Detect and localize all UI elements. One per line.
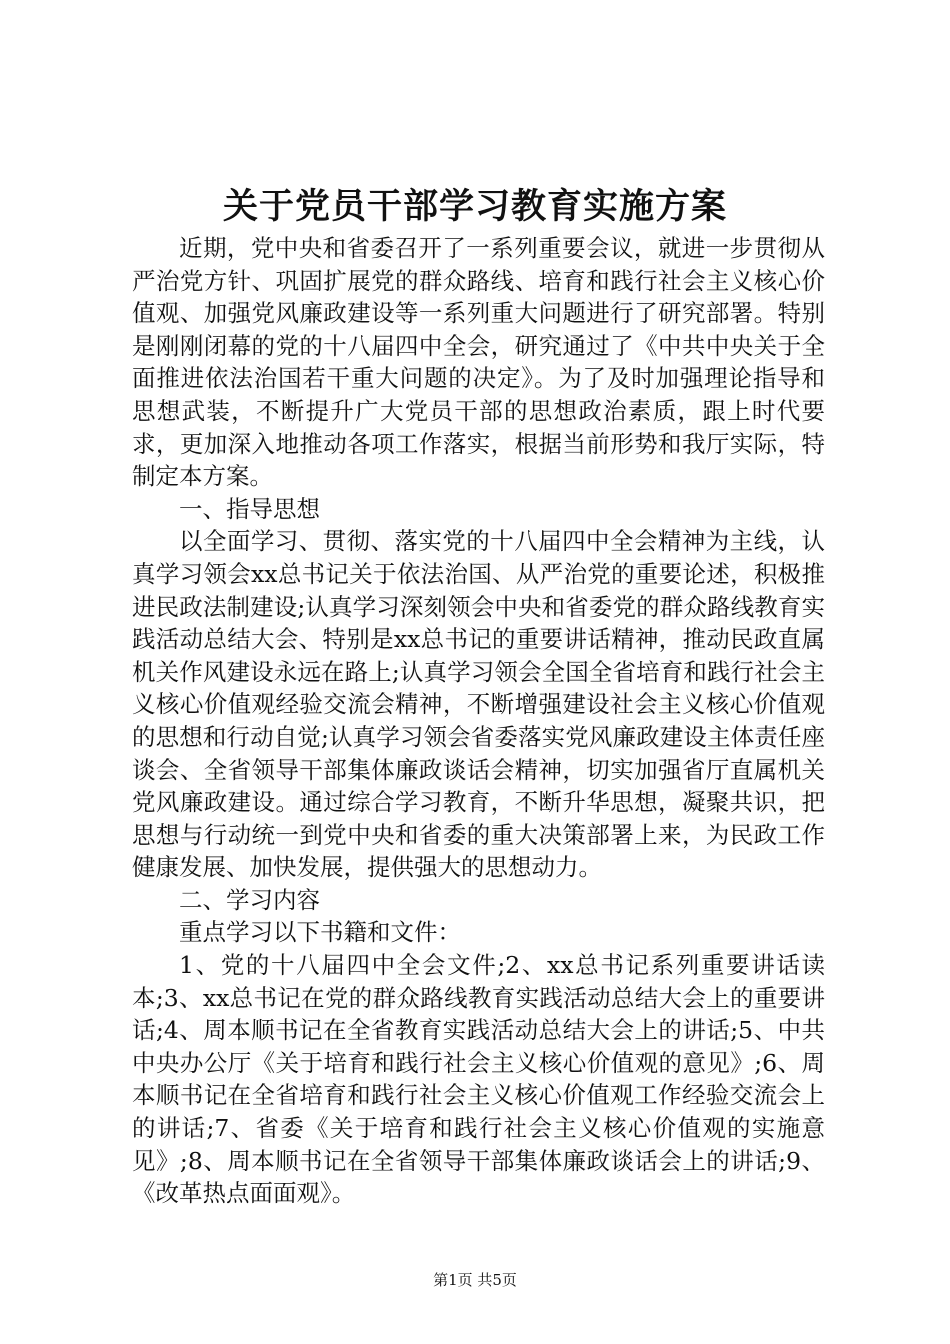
paragraph-study-lead: 重点学习以下书籍和文件： <box>179 918 461 947</box>
section-heading-study-content: 二、学习内容 <box>179 885 320 914</box>
page-number-footer: 第1页 共5页 <box>433 1271 517 1289</box>
paragraph-study-list: 1、党的十八届四中全会文件;2、xx总书记系列重要讲话读本;3、xx总书记在党的群众路线教育实践活动总结大会上的重要讲话;4、周本顺书记在全省教育实践活动总结大会上的讲话;5、中共中央办公厅《关于培育和践行社会主义核心价值观的意见》;6、周本顺书记在全省培育和践行社会主义核心价值观工作经验交流会上的讲话;7、省委《关于培育和践行社会主义核心价值观的实施意见》;8、周本顺书记在全省领导干部集体廉政谈话会上的讲话;9、《改革热点面面观》。 <box>132 951 825 1208</box>
document-title: 关于党员干部学习教育实施方案 <box>222 186 727 227</box>
document-body <box>132 232 825 1210</box>
paragraph-intro: 近期，党中央和省委召开了一系列重要会议，就进一步贯彻从严治党方针、巩固扩展党的群众路线、培育和践行社会主义核心价值观、加强党风廉政建设等一系列重大问题进行了研究部署。特别是刚刚闭幕的党的十八届四中全会，研究通过了《中共中央关于全面推进依法治国若干重大问题的决定》。为了及时加强理论指导和思想武装，不断提升广大党员干部的思想政治素质，跟上时代要求，更加深入地推动各项工作落实，根据当前形势和我厅实际，特制定本方案。 <box>132 234 825 491</box>
paragraph-guiding-thought: 以全面学习、贯彻、落实党的十八届四中全会精神为主线，认真学习领会xx总书记关于依法治国、从严治党的重要论述，积极推进民政法制建设;认真学习深刻领会中央和省委党的群众路线教育实践活动总结大会、特别是xx总书记的重要讲话精神，推动民政直属机关作风建设永远在路上;认真学习领会全国全省培育和践行社会主义核心价值观经验交流会精神，不断增强建设社会主义核心价值观的思想和行动自觉;认真学习领会省委落实党风廉政建设主体责任座谈会、全省领导干部集体廉政谈话会精神，切实加强省厅直属机关党风廉政建设。通过综合学习教育，不断升华思想，凝聚共识，把思想与行动统一到党中央和省委的重大决策部署上来，为民政工作健康发展、加快发展，提供强大的思想动力。 <box>132 527 825 882</box>
section-heading-guiding-thought: 一、指导思想 <box>179 494 320 523</box>
